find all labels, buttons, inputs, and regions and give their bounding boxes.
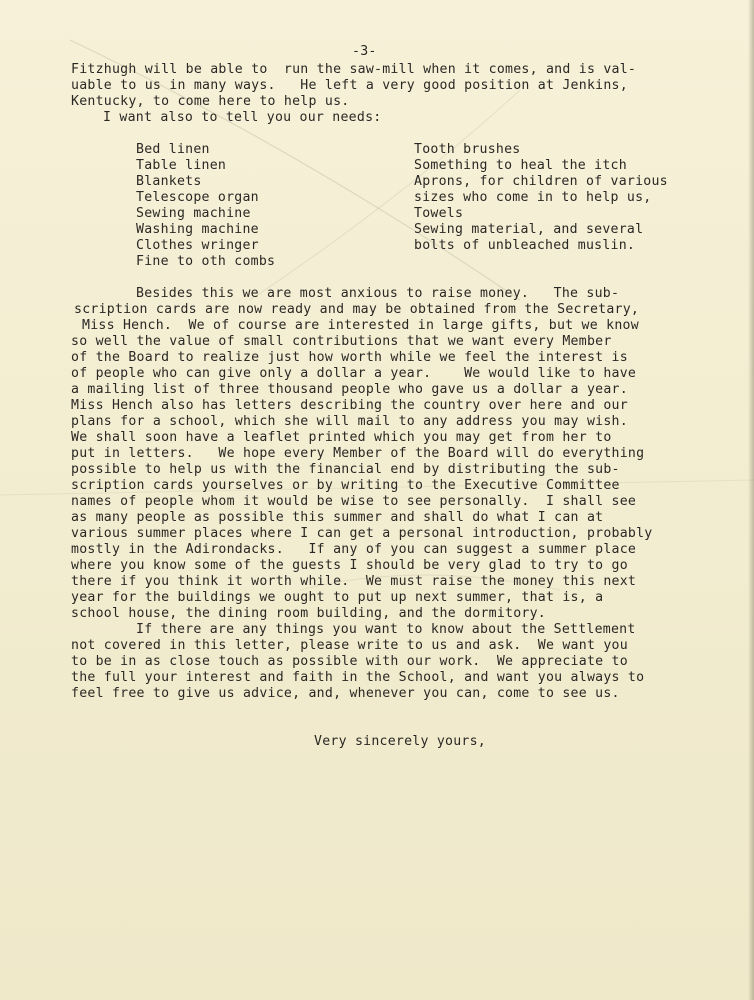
body-line: to be in as close touch as possible with our work. We appreciate to <box>71 654 628 669</box>
body-line: various summer places where I can get a personal introduction, probably <box>71 526 653 541</box>
body-line: Miss Hench. We of course are interested in large gifts, but we know <box>82 318 639 333</box>
needs-left-item: Fine to oth combs <box>136 254 276 269</box>
needs-left-item: Clothes wringer <box>136 238 259 253</box>
page-edge-shadow <box>748 0 754 1000</box>
needs-left-item: Sewing machine <box>136 206 251 221</box>
body-line: as many people as possible this summer and shall do what I can at <box>71 510 604 525</box>
body-line: possible to help us with the financial end by distributing the sub- <box>71 462 620 477</box>
needs-right-item: Sewing material, and several <box>414 222 644 237</box>
body-line: We shall soon have a leaflet printed which you may get from her to <box>71 430 612 445</box>
body-line: put in letters. We hope every Member of the Board will do everything <box>71 446 645 461</box>
body-line: of the Board to realize just how worth while we feel the interest is <box>71 350 628 365</box>
body-line: Besides this we are most anxious to raise money. The sub- <box>136 286 620 301</box>
intro-line: Kentucky, to come here to help us. <box>71 94 350 109</box>
body-line: scription cards yourselves or by writing to the Executive Committee <box>71 478 620 493</box>
body-line: a mailing list of three thousand people who gave us a dollar a year. <box>71 382 628 397</box>
body-line: scription cards are now ready and may be obtained from the Secretary, <box>74 302 640 317</box>
body-line: school house, the dining room building, and the dormitory. <box>71 606 546 621</box>
needs-right-item: Aprons, for children of various <box>414 174 668 189</box>
body-line: plans for a school, which she will mail to any address you may wish. <box>71 414 628 429</box>
needs-right-item: sizes who come in to help us, <box>414 190 652 205</box>
needs-right-item: Tooth brushes <box>414 142 521 157</box>
needs-right-item: Something to heal the itch <box>414 158 627 173</box>
needs-left-item: Telescope organ <box>136 190 259 205</box>
needs-left-item: Blankets <box>136 174 202 189</box>
intro-line: Fitzhugh will be able to run the saw-mill when it comes, and is val- <box>71 62 637 77</box>
body-line: not covered in this letter, please write to us and ask. We want you <box>71 638 628 653</box>
needs-right-item: Towels <box>414 206 464 221</box>
needs-left-item: Table linen <box>136 158 227 173</box>
needs-right-item: bolts of unbleached muslin. <box>414 238 636 253</box>
body-line: of people who can give only a dollar a year. We would like to have <box>71 366 637 381</box>
body-line: where you know some of the guests I should be very glad to try to go <box>71 558 628 573</box>
needs-left-item: Bed linen <box>136 142 210 157</box>
page-number: -3- <box>352 44 377 59</box>
closing: Very sincerely yours, <box>314 734 486 749</box>
needs-left-item: Washing machine <box>136 222 259 237</box>
body-line: so well the value of small contributions that we want every Member <box>71 334 612 349</box>
body-line: mostly in the Adirondacks. If any of you can suggest a summer place <box>71 542 637 557</box>
intro-line: uable to us in many ways. He left a very good position at Jenkins, <box>71 78 628 93</box>
body-line: Miss Hench also has letters describing the country over here and our <box>71 398 628 413</box>
body-line: the full your interest and faith in the School, and want you always to <box>71 670 645 685</box>
body-line: year for the buildings we ought to put up next summer, that is, a <box>71 590 604 605</box>
intro-line: I want also to tell you our needs: <box>103 110 382 125</box>
body-line: If there are any things you want to know about the Settlement <box>136 622 636 637</box>
body-line: names of people whom it would be wise to see personally. I shall see <box>71 494 637 509</box>
body-line: feel free to give us advice, and, whenever you can, come to see us. <box>71 686 620 701</box>
body-line: there if you think it worth while. We must raise the money this next <box>71 574 637 589</box>
